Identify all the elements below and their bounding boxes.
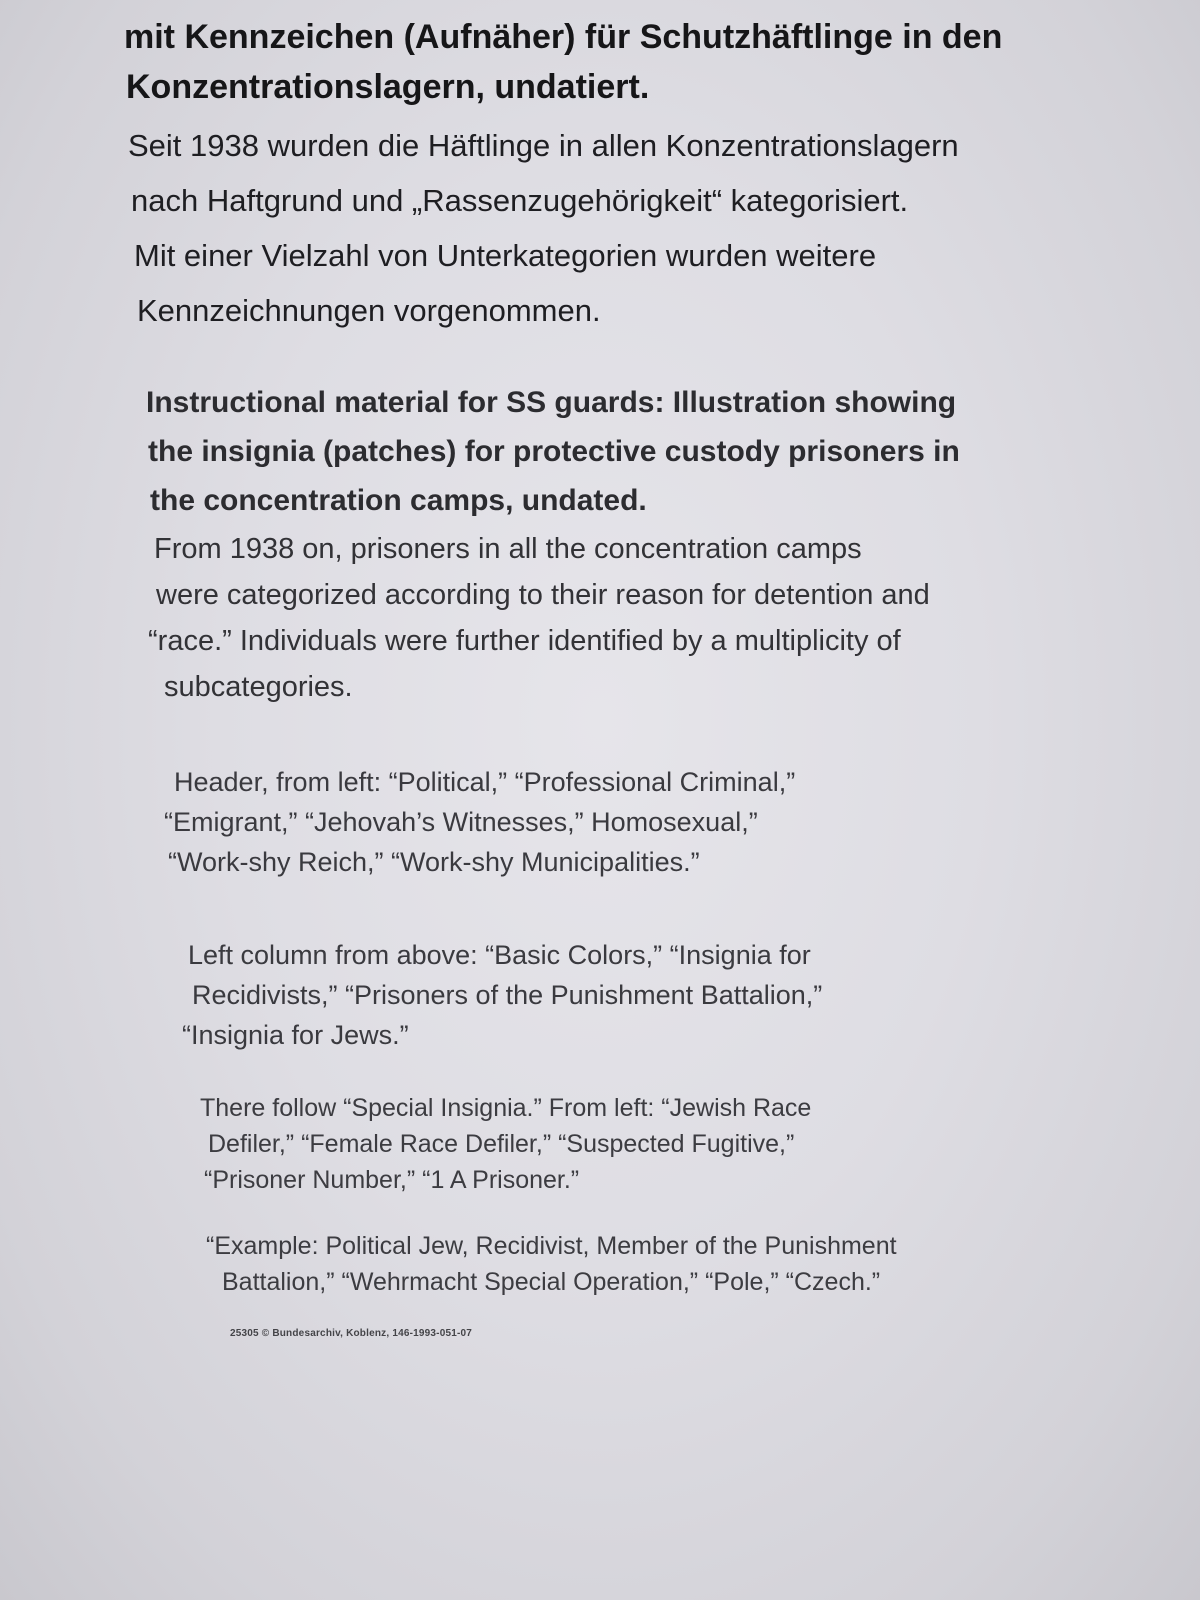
german-body-line: nach Haftgrund und „Rassenzugehörigkeit“ kategorisiert. [131, 183, 909, 218]
caption-line: “Work-shy Reich,” “Work-shy Municipalities.” [168, 847, 700, 877]
english-body-line: “race.” Individuals were further identified by a multiplicity of [148, 625, 901, 657]
caption-special-insignia [200, 1090, 811, 1198]
caption-left-column [182, 935, 822, 1055]
english-body-line: subcategories. [164, 671, 353, 703]
caption-line: “Insignia for Jews.” [182, 1020, 409, 1050]
german-title-line: Konzentrationslagern, undatiert. [126, 68, 650, 106]
caption-line: “Example: Political Jew, Recidivist, Member of the Punishment [206, 1232, 897, 1260]
caption-line: There follow “Special Insignia.” From left: “Jewish Race [200, 1094, 812, 1122]
english-title-line: the insignia (patches) for protective custody prisoners in [148, 435, 960, 468]
caption-line: Header, from left: “Political,” “Professional Criminal,” [174, 767, 796, 797]
caption-line: Left column from above: “Basic Colors,” “Insignia for [188, 940, 811, 970]
german-body-line: Kennzeichnungen vorgenommen. [137, 293, 601, 328]
english-title-line: Instructional material for SS guards: Illustration showing [146, 386, 957, 419]
english-body-line: From 1938 on, prisoners in all the concentration camps [154, 533, 862, 565]
english-title-line: the concentration camps, undated. [150, 484, 647, 517]
photo-credit: 25305 © Bundesarchiv, Koblenz, 146-1993-051-07 [230, 1328, 473, 1339]
caption-line: Defiler,” “Female Race Defiler,” “Suspected Fugitive,” [208, 1130, 795, 1158]
english-body [148, 526, 930, 710]
german-body [128, 118, 959, 338]
caption-example [206, 1228, 897, 1300]
caption-line: “Prisoner Number,” “1 A Prisoner.” [204, 1166, 580, 1194]
caption-header [164, 762, 795, 882]
german-body-line: Seit 1938 wurden die Häftlinge in allen Konzentrationslagern [128, 128, 959, 163]
german-title-line: mit Kennzeichen (Aufnäher) für Schutzhäftlinge in den [124, 18, 1003, 56]
caption-line: “Emigrant,” “Jehovah’s Witnesses,” Homosexual,” [164, 807, 758, 837]
german-body-line: Mit einer Vielzahl von Unterkategorien wurden weitere [134, 238, 877, 273]
german-title [124, 12, 1002, 112]
english-body-line: were categorized according to their reason for detention and [156, 579, 930, 611]
caption-line: Recidivists,” “Prisoners of the Punishment Battalion,” [192, 980, 823, 1010]
caption-line: Battalion,” “Wehrmacht Special Operation,” “Pole,” “Czech.” [222, 1268, 881, 1296]
english-title [146, 378, 960, 525]
